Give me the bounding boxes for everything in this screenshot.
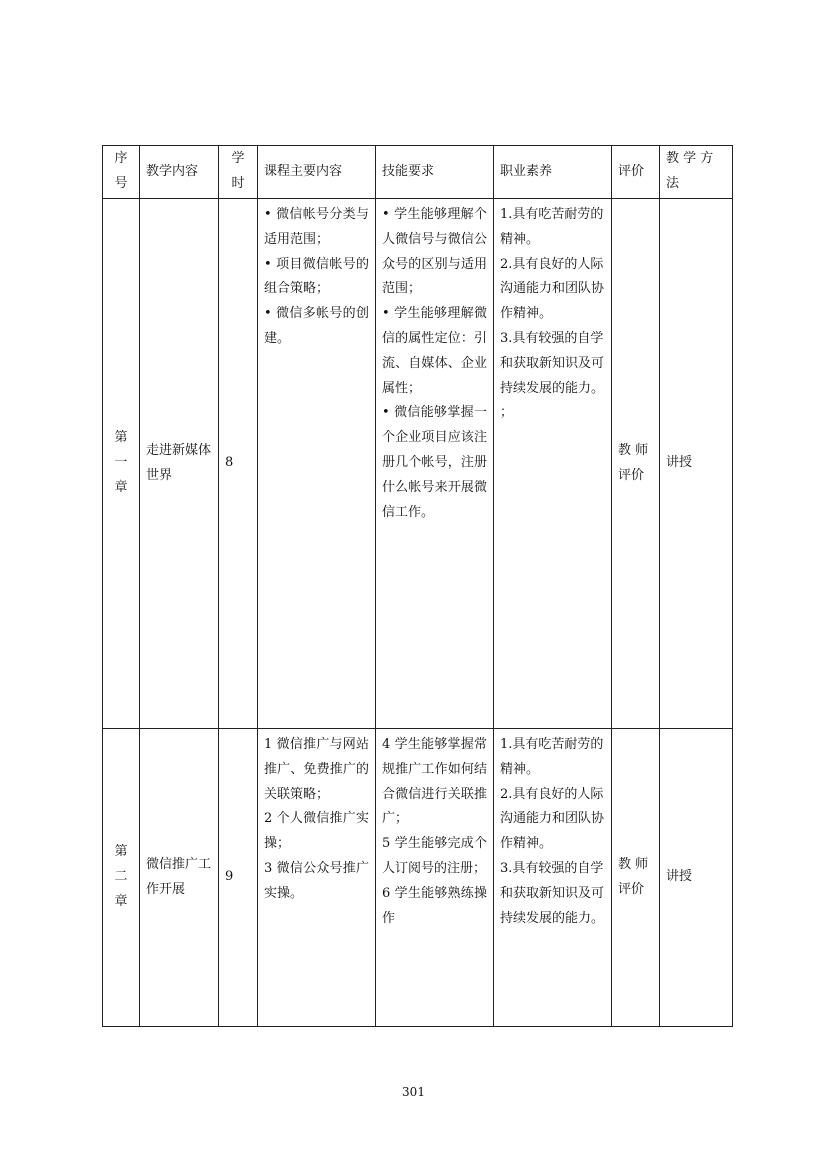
course-item: 1 微信推广与网站推广、免费推广的关联策略； bbox=[264, 737, 369, 802]
quality-item: 1.具有吃苦耐劳的精神。 bbox=[500, 737, 604, 777]
hours-cell: 9 bbox=[219, 729, 258, 1027]
header-quality: 职业素养 bbox=[494, 146, 612, 199]
header-hours: 学 时 bbox=[219, 146, 258, 199]
header-content: 教学内容 bbox=[140, 146, 219, 199]
eval-cell: 教 师 评价 bbox=[612, 729, 660, 1027]
quality-item: 3.具有较强的自学和获取新知识及可持续发展的能力。 bbox=[500, 330, 605, 396]
table-row bbox=[103, 199, 733, 729]
table-row bbox=[103, 729, 733, 1027]
quality-item: ； bbox=[500, 405, 514, 421]
quality-cell bbox=[494, 729, 612, 1027]
skill-item: • 微信能够掌握一个企业项目应该注册几个帐号，注册什么帐号来开展微信工作。 bbox=[382, 405, 487, 520]
skill-item: • 学生能够理解微信的属性定位：引流、自媒体、企业属性； bbox=[382, 306, 487, 396]
header-method: 教 学 方 法 bbox=[660, 146, 733, 199]
skill-item: 6 学生能够熟练操作 bbox=[382, 885, 487, 926]
course-item: 2 个人微信推广实操； bbox=[264, 811, 369, 852]
seq-cell: 第 一 章 bbox=[103, 199, 140, 729]
course-item: • 微信帐号分类与适用范围； bbox=[264, 207, 369, 247]
header-row bbox=[103, 146, 733, 199]
course-item: • 微信多帐号的创建。 bbox=[264, 306, 369, 346]
content-cell: 走进新媒体世界 bbox=[140, 199, 219, 729]
eval-cell: 教 师 评价 bbox=[612, 199, 660, 729]
syllabus-table bbox=[102, 145, 733, 1027]
skill-item: 5 学生能够完成个人订阅号的注册； bbox=[382, 836, 487, 876]
course-item: • 项目微信帐号的组合策略； bbox=[264, 256, 369, 297]
quality-cell bbox=[494, 199, 612, 729]
hours-cell: 8 bbox=[219, 199, 258, 729]
quality-item: 3.具有较强的自学和获取新知识及可持续发展的能力。 bbox=[500, 860, 605, 926]
header-course: 课程主要内容 bbox=[258, 146, 376, 199]
content-cell: 微信推广工作开展 bbox=[140, 729, 219, 1027]
quality-item: 2.具有良好的人际沟通能力和团队协作精神。 bbox=[500, 786, 605, 852]
course-cell bbox=[258, 199, 376, 729]
course-item: 3 微信公众号推广实操。 bbox=[264, 860, 369, 901]
header-eval: 评价 bbox=[612, 146, 660, 199]
seq-cell: 第 二 章 bbox=[103, 729, 140, 1027]
skill-item: 4 学生能够掌握常规推广工作如何结合微信进行关联推广； bbox=[382, 737, 487, 827]
quality-item: 2.具有良好的人际沟通能力和团队协作精神。 bbox=[500, 256, 605, 322]
quality-item: 1.具有吃苦耐劳的精神。 bbox=[500, 207, 604, 247]
page-number: 301 bbox=[402, 1085, 425, 1099]
skills-cell bbox=[376, 199, 494, 729]
skill-item: • 学生能够理解个人微信号与微信公众号的区别与适用范围； bbox=[382, 207, 487, 297]
course-cell bbox=[258, 729, 376, 1027]
skills-cell bbox=[376, 729, 494, 1027]
header-seq: 序 号 bbox=[103, 146, 140, 199]
method-cell: 讲授 bbox=[660, 729, 733, 1027]
method-cell: 讲授 bbox=[660, 199, 733, 729]
header-skills: 技能要求 bbox=[376, 146, 494, 199]
